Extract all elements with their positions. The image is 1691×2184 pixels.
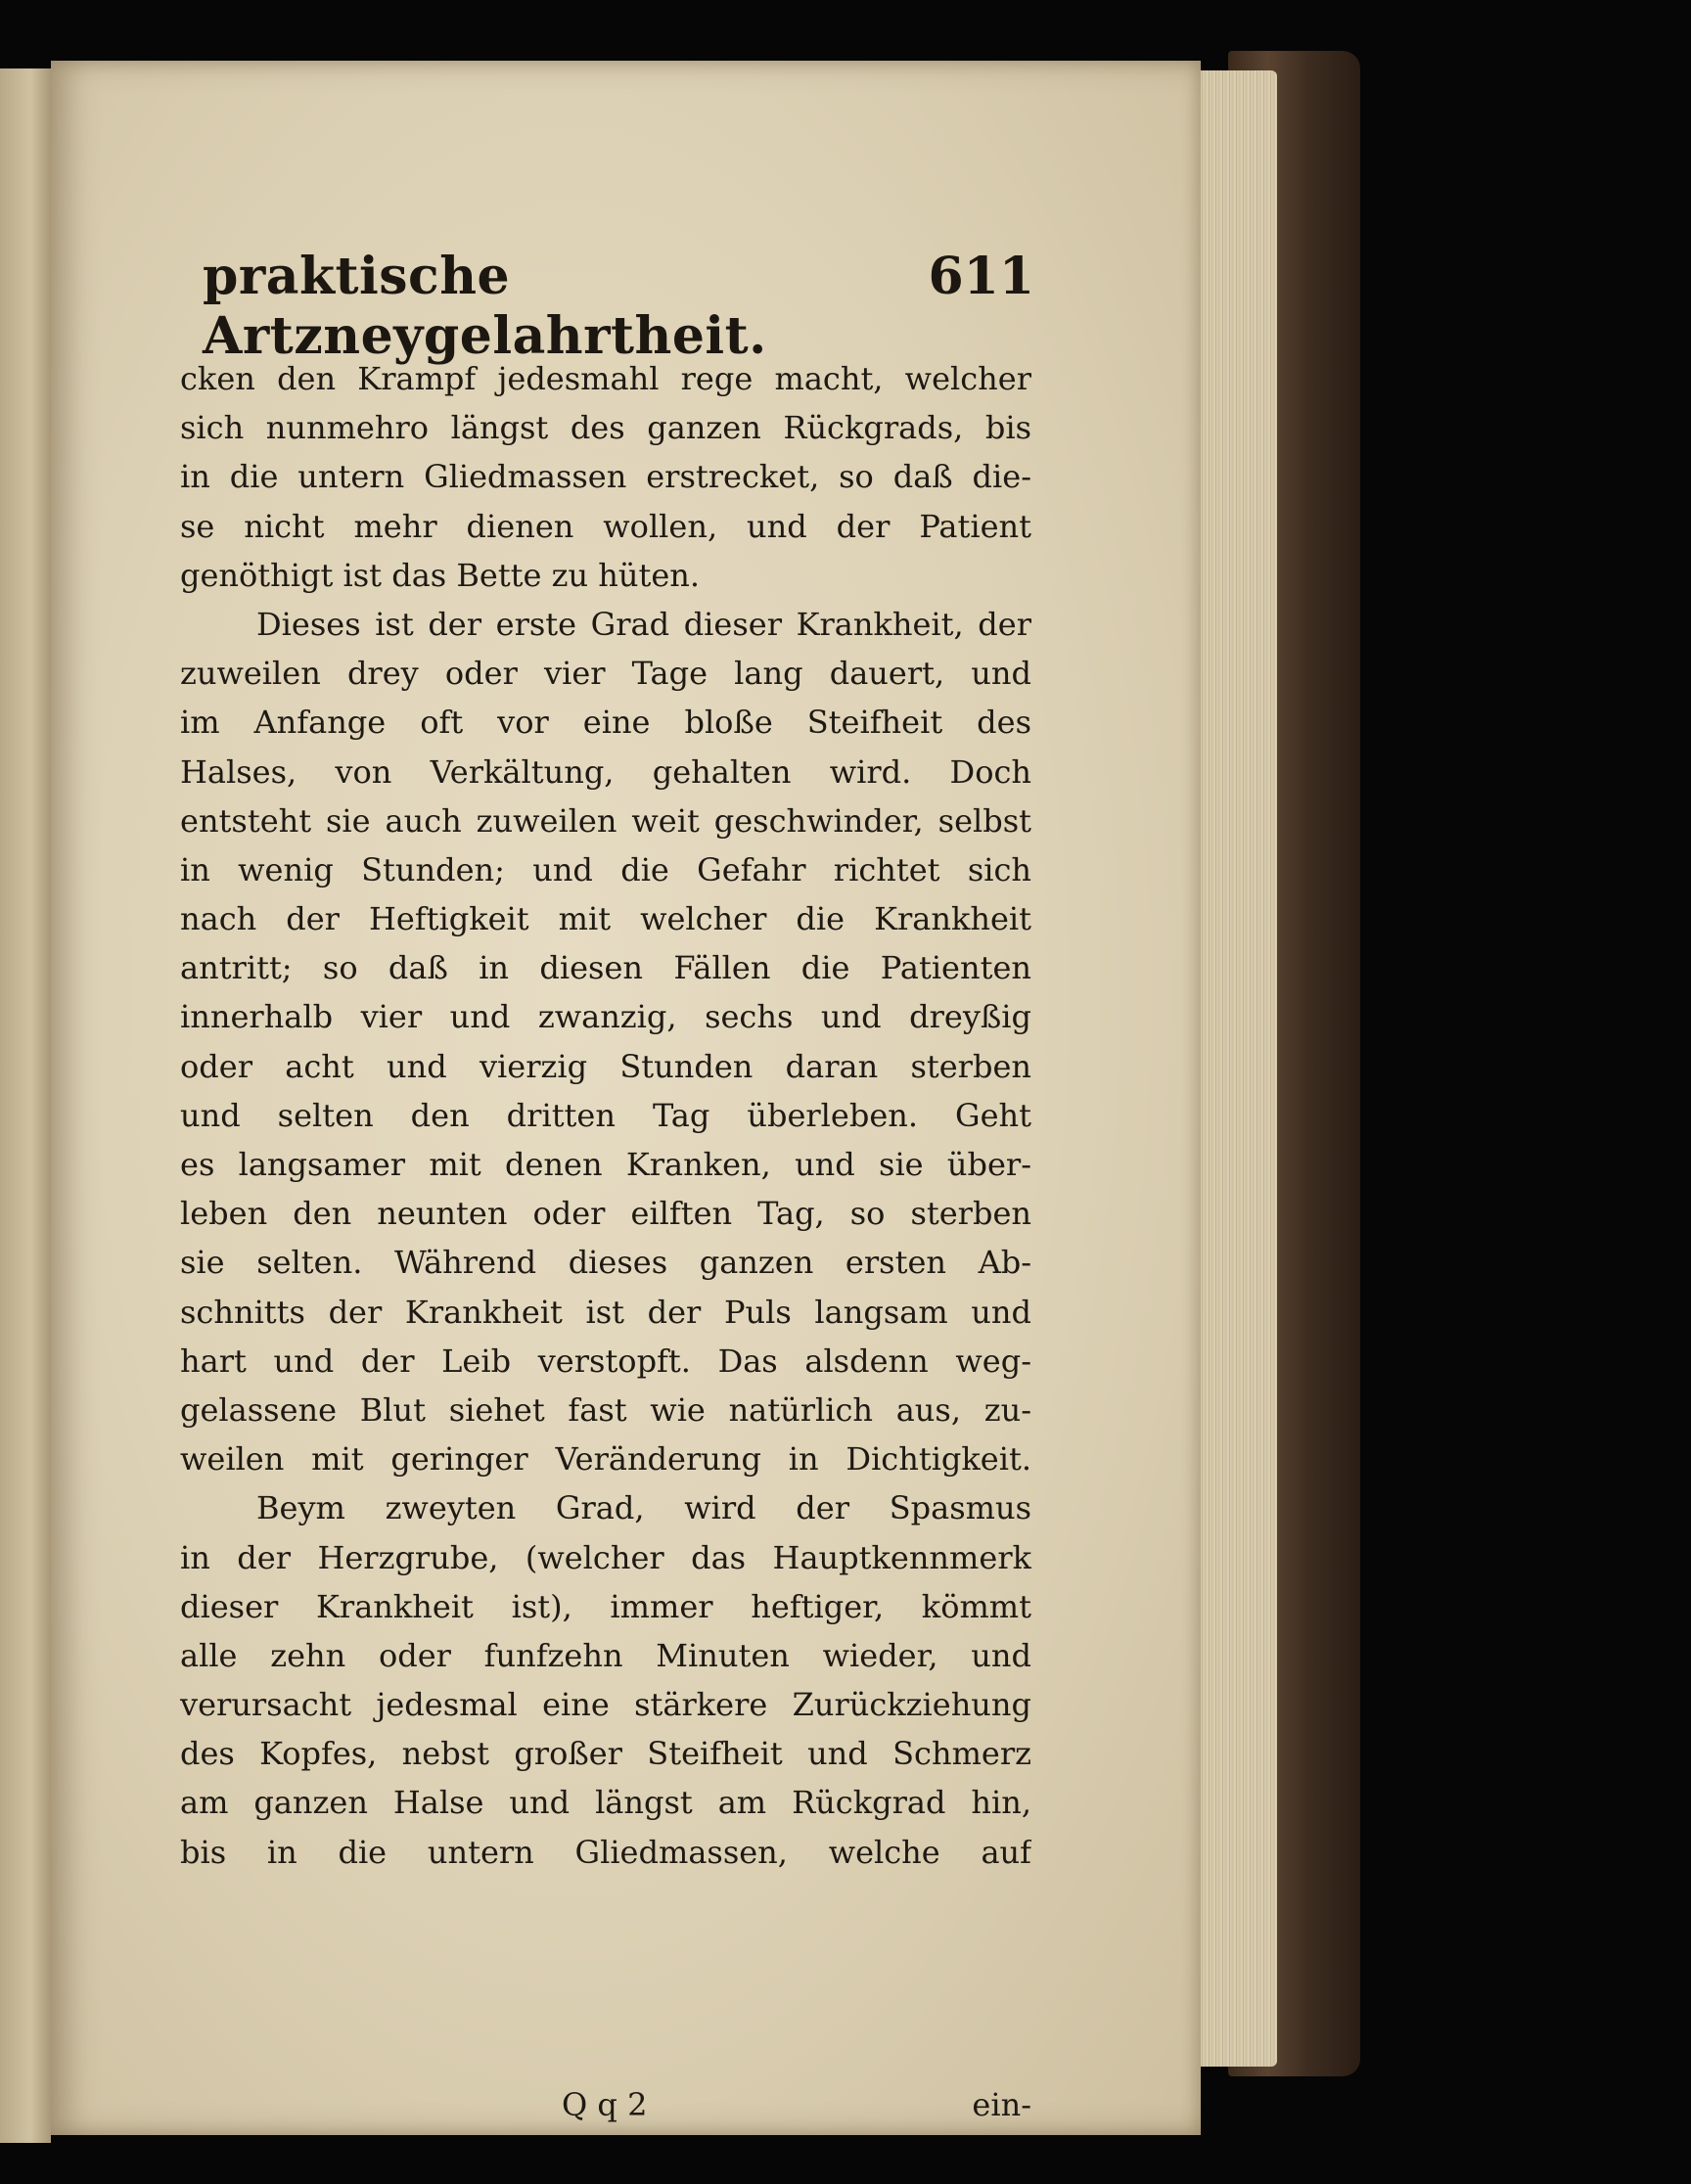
text-line: cken den Krampf jedesmahl rege macht, welcher <box>180 360 1031 397</box>
text-line: genöthigt ist das Bette zu hüten. <box>180 556 701 594</box>
page-header <box>203 247 1034 366</box>
paragraph-start-line: Beym zweyten Grad, wird der Spasmus <box>256 1489 1031 1527</box>
book-page <box>51 61 1201 2135</box>
text-line: in wenig Stunden; und die Gefahr richtet sich <box>180 850 1031 888</box>
text-line: schnitts der Krankheit ist der Puls langsam und <box>180 1293 1031 1331</box>
page-footer <box>180 2086 1031 2135</box>
text-line: des Kopfes, nebst großer Steifheit und Schmerz <box>180 1735 1031 1773</box>
page-edges <box>1189 70 1277 2067</box>
paragraph-start-line: Dieses ist der erste Grad dieser Krankheit, der <box>256 605 1031 643</box>
text-line: nach der Heftigkeit mit welcher die Krankheit <box>180 900 1031 938</box>
text-line: sich nunmehro längst des ganzen Rückgrads, bis <box>180 409 1031 447</box>
signature-mark: Q q 2 <box>562 2086 648 2123</box>
body-text <box>180 354 1031 1877</box>
facing-page-sliver <box>0 68 51 2143</box>
page-number: 611 <box>928 247 1034 306</box>
running-head: praktische Artzneygelahrtheit. <box>203 247 767 366</box>
text-line: sie selten. Während dieses ganzen ersten Ab- <box>180 1244 1031 1282</box>
text-line: dieser Krankheit ist), immer heftiger, kömmt <box>180 1587 1031 1625</box>
text-line: alle zehn oder funfzehn Minuten wieder, und <box>180 1636 1031 1674</box>
text-line: verursacht jedesmal eine stärkere Zurückziehung <box>180 1686 1031 1724</box>
text-line: oder acht und vierzig Stunden daran sterben <box>180 1047 1031 1085</box>
text-line: am ganzen Halse und längst am Rückgrad hin, <box>180 1784 1031 1822</box>
text-line: gelassene Blut siehet fast wie natürlich aus, zu- <box>180 1390 1031 1429</box>
text-line: in der Herzgrube, (welcher das Hauptkennmerk <box>180 1538 1031 1576</box>
text-line: in die untern Gliedmassen erstrecket, so daß die- <box>180 458 1031 496</box>
text-line: weilen mit geringer Veränderung in Dichtigkeit. <box>180 1440 1031 1479</box>
text-line: leben den neunten oder eilften Tag, so sterben <box>180 1195 1031 1233</box>
text-line: entsteht sie auch zuweilen weit geschwinder, selbst <box>180 801 1031 840</box>
text-line: hart und der Leib verstopft. Das alsdenn weg- <box>180 1342 1031 1380</box>
text-line: antritt; so daß in diesen Fällen die Patienten <box>180 949 1031 987</box>
text-line: Halses, von Verkältung, gehalten wird. Doch <box>180 752 1031 791</box>
text-line: innerhalb vier und zwanzig, sechs und dreyßig <box>180 998 1031 1036</box>
text-line: im Anfange oft vor eine bloße Steifheit des <box>180 704 1031 742</box>
catchword: ein- <box>972 2086 1031 2123</box>
text-line: se nicht mehr dienen wollen, und der Patient <box>180 507 1031 545</box>
text-line: zuweilen drey oder vier Tage lang dauert, und <box>180 655 1031 693</box>
text-line: bis in die untern Gliedmassen, welche auf <box>180 1833 1031 1871</box>
text-line: es langsamer mit denen Kranken, und sie über- <box>180 1146 1031 1183</box>
text-line: und selten den dritten Tag überleben. Geht <box>180 1096 1031 1134</box>
